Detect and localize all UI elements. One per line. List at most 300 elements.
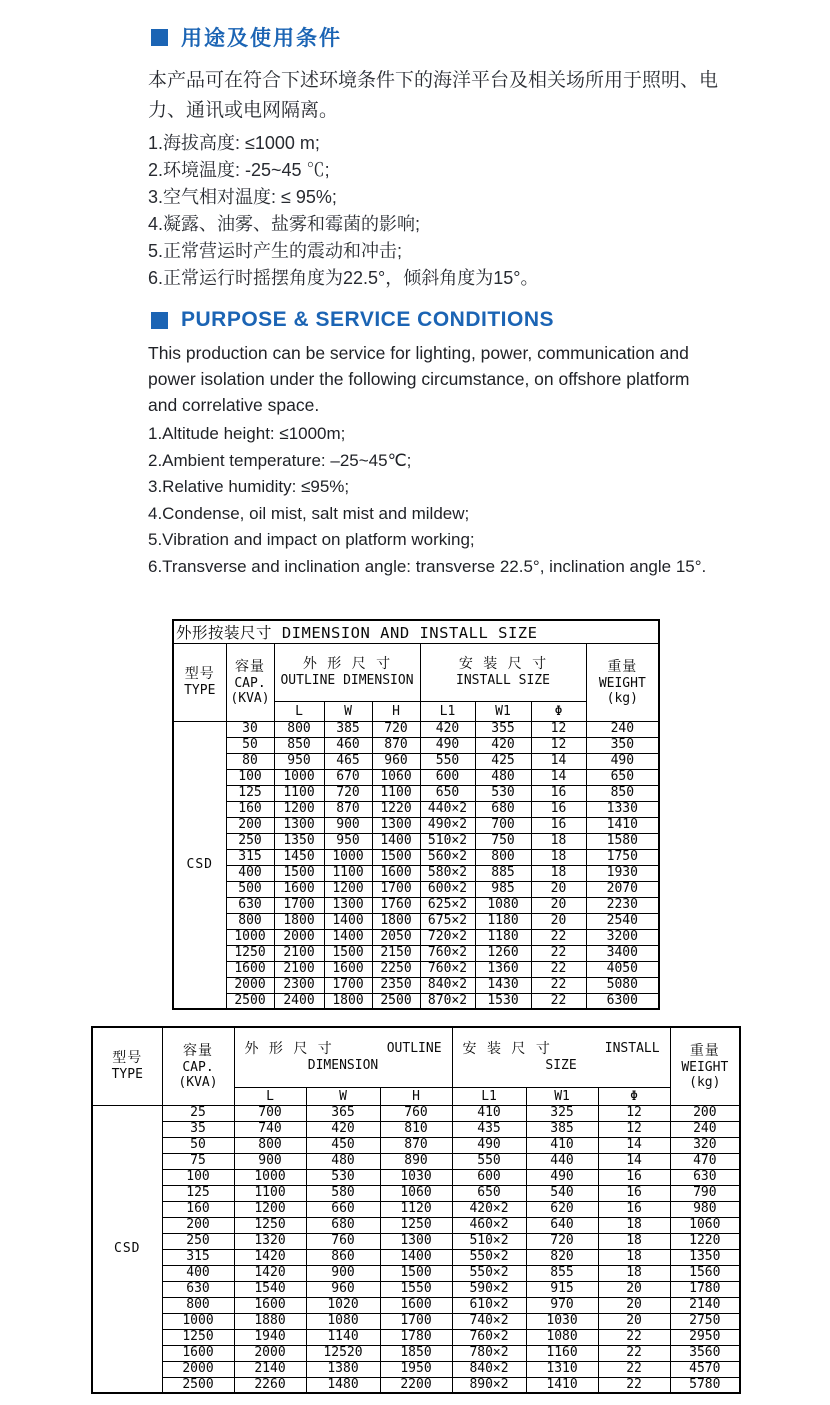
table-cell: 1250: [234, 1217, 306, 1233]
table-cell: 1080: [526, 1329, 598, 1345]
table-cell: 20: [531, 897, 586, 913]
table-cell: 580: [306, 1185, 380, 1201]
table-cell: 820: [526, 1249, 598, 1265]
table-cell: 1020: [306, 1297, 380, 1313]
table-cell: 2000: [234, 1345, 306, 1361]
col-header-install: 安 装 尺 寸 INSTALL SIZE: [420, 643, 586, 701]
table-cell: 2140: [234, 1361, 306, 1377]
table-cell: 1200: [234, 1201, 306, 1217]
table-cell: 325: [526, 1105, 598, 1121]
list-item: 6.正常运行时摇摆角度为22.5°，倾斜角度为15°。: [148, 268, 539, 288]
subcol-L1: L1: [420, 701, 475, 721]
list-item: 5.正常营运时产生的震动和冲击;: [148, 241, 403, 261]
table-cell: 20: [531, 913, 586, 929]
table-cell: 1530: [475, 993, 531, 1009]
table-cell: 4570: [670, 1361, 740, 1377]
table-cell: 12: [531, 737, 586, 753]
cn-section-heading: [148, 22, 830, 52]
table-cell: 900: [324, 817, 372, 833]
table-row: [173, 737, 659, 753]
table-cell: 315: [162, 1249, 234, 1265]
table-cell: 22: [531, 945, 586, 961]
table-cell: 1220: [670, 1233, 740, 1249]
table-cell: 1600: [234, 1297, 306, 1313]
table-cell: 870: [324, 801, 372, 817]
table-cell: 100: [162, 1169, 234, 1185]
table-cell: 125: [226, 785, 274, 801]
col-header-outline: 外 形 尺 寸 OUTLINE DIMENSION: [274, 643, 420, 701]
subcol-L: L: [274, 701, 324, 721]
table-cell: 420×2: [452, 1201, 526, 1217]
table-cell: 1940: [234, 1329, 306, 1345]
table-cell: 4050: [586, 961, 659, 977]
table-row: [92, 1313, 740, 1329]
table-cell: 1250: [162, 1329, 234, 1345]
table-cell: 465: [324, 753, 372, 769]
table-cell: 2000: [274, 929, 324, 945]
table-cell: 160: [162, 1201, 234, 1217]
table-cell: 885: [475, 865, 531, 881]
table-cell: 22: [531, 961, 586, 977]
table-cell: 855: [526, 1265, 598, 1281]
table-cell: 550×2: [452, 1249, 526, 1265]
table-cell: 720: [526, 1233, 598, 1249]
table-cell: 18: [531, 849, 586, 865]
table-cell: 2000: [226, 977, 274, 993]
table-cell: 760×2: [420, 945, 475, 961]
table-cell: 14: [531, 769, 586, 785]
table-cell: 14: [598, 1153, 670, 1169]
col-header-weight: 重量 WEIGHT (kg): [586, 643, 659, 721]
table-cell: 490: [420, 737, 475, 753]
table-cell: 2000: [162, 1361, 234, 1377]
table-cell: 675×2: [420, 913, 475, 929]
table-cell: 630: [670, 1169, 740, 1185]
table-cell: 680: [475, 801, 531, 817]
table-cell: 5080: [586, 977, 659, 993]
table-cell: 1250: [226, 945, 274, 961]
table-cell: 400: [226, 865, 274, 881]
table-cell: 1400: [372, 833, 420, 849]
list-item: 3.空气相对温度: ≤ 95%;: [148, 187, 337, 207]
table-cell: 1500: [372, 849, 420, 865]
table-cell: 1000: [324, 849, 372, 865]
table-cell: 1760: [372, 897, 420, 913]
table-cell: 410: [452, 1105, 526, 1121]
table-cell: 18: [531, 833, 586, 849]
table-cell: 1310: [526, 1361, 598, 1377]
type-value-cell: CSD: [92, 1105, 162, 1393]
table-cell: 435: [452, 1121, 526, 1137]
table-cell: 670: [324, 769, 372, 785]
table-cell: 200: [670, 1105, 740, 1121]
table-cell: 680: [306, 1217, 380, 1233]
table-row: [92, 1329, 740, 1345]
table-cell: 600: [452, 1169, 526, 1185]
table-cell: 870×2: [420, 993, 475, 1009]
table-cell: 12: [598, 1121, 670, 1137]
table-cell: 1200: [274, 801, 324, 817]
table-cell: 355: [475, 721, 531, 737]
table-cell: 800: [234, 1137, 306, 1153]
table-cell: 1060: [670, 1217, 740, 1233]
table-cell: 365: [306, 1105, 380, 1121]
table-row: [92, 1249, 740, 1265]
table-cell: 1420: [234, 1265, 306, 1281]
table-cell: 700: [475, 817, 531, 833]
table-row: [92, 1345, 740, 1361]
cn-condition-list: [148, 130, 830, 292]
table-cell: 460×2: [452, 1217, 526, 1233]
table-cell: 1700: [380, 1313, 452, 1329]
table-cell: 100: [226, 769, 274, 785]
table-cell: 385: [324, 721, 372, 737]
table-cell: 960: [372, 753, 420, 769]
table-cell: 800: [274, 721, 324, 737]
table-cell: 14: [598, 1137, 670, 1153]
table-cell: 720×2: [420, 929, 475, 945]
table-cell: 14: [531, 753, 586, 769]
table-cell: 425: [475, 753, 531, 769]
table-cell: 720: [372, 721, 420, 737]
table-cell: 16: [598, 1201, 670, 1217]
table-cell: 1300: [324, 897, 372, 913]
table-cell: 780×2: [452, 1345, 526, 1361]
table-row: [92, 1297, 740, 1313]
table-row: [173, 785, 659, 801]
table-cell: 750: [475, 833, 531, 849]
list-item: 2.Ambient temperature: –25~45℃;: [148, 450, 412, 470]
table-cell: 720: [324, 785, 372, 801]
table-cell: 530: [475, 785, 531, 801]
table-row: [173, 897, 659, 913]
table-cell: 760×2: [420, 961, 475, 977]
table-cell: 1500: [324, 945, 372, 961]
table-cell: 870: [380, 1137, 452, 1153]
table-cell: 740×2: [452, 1313, 526, 1329]
en-paragraph: This production can be service for lighting, power, communication and power isolation under the following circumstance, on offshore platform and correlative space.: [148, 343, 690, 415]
table-cell: 1700: [372, 881, 420, 897]
table-cell: 16: [531, 785, 586, 801]
table-cell: 240: [670, 1121, 740, 1137]
square-bullet-icon: [151, 29, 168, 46]
table-cell: 550: [452, 1153, 526, 1169]
table-cell: 1600: [162, 1345, 234, 1361]
table-cell: 1080: [475, 897, 531, 913]
table-cell: 800: [475, 849, 531, 865]
table-cell: 1260: [475, 945, 531, 961]
table-cell: 2540: [586, 913, 659, 929]
table-row: [173, 817, 659, 833]
table-cell: 2750: [670, 1313, 740, 1329]
table-cell: 900: [234, 1153, 306, 1169]
table-cell: 620: [526, 1201, 598, 1217]
table-cell: 915: [526, 1281, 598, 1297]
table-cell: 1160: [526, 1345, 598, 1361]
table-cell: 490: [452, 1137, 526, 1153]
table-cell: 1400: [324, 913, 372, 929]
table-cell: 2100: [274, 961, 324, 977]
table-row: [92, 1137, 740, 1153]
table-cell: 2230: [586, 897, 659, 913]
table-cell: 1080: [306, 1313, 380, 1329]
table-cell: 12: [531, 721, 586, 737]
table-cell: 420: [420, 721, 475, 737]
list-item: 6.Transverse and inclination angle: transverse 22.5°, inclination angle 15°.: [148, 556, 707, 576]
table-cell: 890: [380, 1153, 452, 1169]
table-cell: 3400: [586, 945, 659, 961]
table-cell: 800: [226, 913, 274, 929]
dimension-table-2: [91, 1026, 741, 1394]
table-cell: 1430: [475, 977, 531, 993]
table-cell: 2260: [234, 1377, 306, 1393]
col-header-type: 型号 TYPE: [173, 643, 226, 721]
list-item: 5.Vibration and impact on platform working;: [148, 530, 475, 550]
table-cell: 2070: [586, 881, 659, 897]
table-cell: 1600: [274, 881, 324, 897]
table-cell: 1550: [380, 1281, 452, 1297]
table-cell: 1350: [670, 1249, 740, 1265]
table-cell: 20: [598, 1297, 670, 1313]
table-cell: 1000: [274, 769, 324, 785]
table-cell: 1480: [306, 1377, 380, 1393]
table-cell: 840×2: [452, 1361, 526, 1377]
dimension-table-1: [172, 619, 660, 1011]
table-cell: 650: [452, 1185, 526, 1201]
table-row: [92, 1281, 740, 1297]
subcol-W1: W1: [475, 701, 531, 721]
table-cell: 1180: [475, 929, 531, 945]
table-cell: 22: [598, 1361, 670, 1377]
table-cell: 75: [162, 1153, 234, 1169]
table-cell: 2500: [372, 993, 420, 1009]
table-cell: 970: [526, 1297, 598, 1313]
table-cell: 80: [226, 753, 274, 769]
table-cell: 790: [670, 1185, 740, 1201]
table-cell: 16: [531, 801, 586, 817]
table-cell: 2350: [372, 977, 420, 993]
table-cell: 980: [670, 1201, 740, 1217]
table-cell: 450: [306, 1137, 380, 1153]
table-cell: 1800: [324, 993, 372, 1009]
table-cell: 200: [162, 1217, 234, 1233]
table-cell: 1450: [274, 849, 324, 865]
table-row: [173, 993, 659, 1009]
table-cell: 420: [475, 737, 531, 753]
table-cell: 1420: [234, 1249, 306, 1265]
table-cell: 22: [531, 929, 586, 945]
table-cell: 400: [162, 1265, 234, 1281]
table-cell: 490: [526, 1169, 598, 1185]
table-cell: 50: [226, 737, 274, 753]
subcol-phi: Φ: [531, 701, 586, 721]
table-cell: 530: [306, 1169, 380, 1185]
list-item: 4.Condense, oil mist, salt mist and mildew;: [148, 503, 470, 523]
cn-section-title: 用途及使用条件: [181, 27, 342, 50]
table-cell: 1100: [234, 1185, 306, 1201]
table-cell: 2250: [372, 961, 420, 977]
table-cell: 1140: [306, 1329, 380, 1345]
table-cell: 1780: [670, 1281, 740, 1297]
table-cell: 250: [226, 833, 274, 849]
col-header-install: 安 装 尺 寸 INSTALL SIZE: [452, 1027, 670, 1087]
table-cell: 22: [598, 1329, 670, 1345]
table-cell: 1330: [586, 801, 659, 817]
table-cell: 1800: [274, 913, 324, 929]
table-cell: 1410: [586, 817, 659, 833]
table-row: [92, 1185, 740, 1201]
col-header-outline: 外 形 尺 寸 OUTLINE DIMENSION: [234, 1027, 452, 1087]
col-header-capacity: 容量 CAP. (KVA): [162, 1027, 234, 1105]
table-row: [173, 913, 659, 929]
subcol-L: L: [234, 1087, 306, 1105]
table-cell: 1250: [380, 1217, 452, 1233]
subcol-H: H: [372, 701, 420, 721]
table-cell: 1750: [586, 849, 659, 865]
table-cell: 1200: [324, 881, 372, 897]
table-cell: 470: [670, 1153, 740, 1169]
cn-paragraph: 本产品可在符合下述环境条件下的海洋平台及相关场所用于照明、电力、通讯或电网隔离。: [148, 70, 719, 121]
table-cell: 860: [306, 1249, 380, 1265]
table-cell: 1360: [475, 961, 531, 977]
table-cell: 20: [598, 1281, 670, 1297]
table-cell: 2500: [162, 1377, 234, 1393]
table-cell: 840×2: [420, 977, 475, 993]
table-cell: 1300: [372, 817, 420, 833]
table-cell: 650: [586, 769, 659, 785]
table-cell: 2300: [274, 977, 324, 993]
table-cell: 550: [420, 753, 475, 769]
table-cell: 740: [234, 1121, 306, 1137]
table-cell: 1600: [226, 961, 274, 977]
table-cell: 22: [598, 1345, 670, 1361]
table-cell: 810: [380, 1121, 452, 1137]
table-cell: 22: [598, 1377, 670, 1393]
table-cell: 960: [306, 1281, 380, 1297]
table-cell: 1060: [372, 769, 420, 785]
table-cell: 25: [162, 1105, 234, 1121]
table-row: [173, 929, 659, 945]
table-cell: 1350: [274, 833, 324, 849]
en-condition-list: [148, 421, 830, 581]
table-cell: 50: [162, 1137, 234, 1153]
table-cell: 700: [234, 1105, 306, 1121]
table-cell: 20: [598, 1313, 670, 1329]
table-cell: 2200: [380, 1377, 452, 1393]
table-cell: 985: [475, 881, 531, 897]
subcol-L1: L1: [452, 1087, 526, 1105]
table-row: [173, 977, 659, 993]
table-cell: 1300: [274, 817, 324, 833]
table-cell: 16: [531, 817, 586, 833]
table-row: [92, 1377, 740, 1393]
table-cell: 250: [162, 1233, 234, 1249]
table-cell: 610×2: [452, 1297, 526, 1313]
table-cell: 18: [598, 1233, 670, 1249]
table-cell: 2500: [226, 993, 274, 1009]
table-cell: 35: [162, 1121, 234, 1137]
table-row: [173, 849, 659, 865]
table-cell: 490×2: [420, 817, 475, 833]
list-item: 1.海拔高度: ≤1000 m;: [148, 133, 320, 153]
table-cell: 1060: [380, 1185, 452, 1201]
table-cell: 480: [306, 1153, 380, 1169]
table-cell: 625×2: [420, 897, 475, 913]
table-cell: 500: [226, 881, 274, 897]
table-cell: 1600: [380, 1297, 452, 1313]
table-cell: 1800: [372, 913, 420, 929]
table-row: [173, 801, 659, 817]
table-cell: 1580: [586, 833, 659, 849]
list-item: 4.凝露、油雾、盐雾和霉菌的影响;: [148, 214, 421, 234]
table-cell: 660: [306, 1201, 380, 1217]
table-cell: 420: [306, 1121, 380, 1137]
table-cell: 18: [598, 1217, 670, 1233]
table-cell: 510×2: [452, 1233, 526, 1249]
table-cell: 1540: [234, 1281, 306, 1297]
subcol-W: W: [324, 701, 372, 721]
en-section-heading: [148, 308, 830, 332]
table-cell: 125: [162, 1185, 234, 1201]
table-cell: 2050: [372, 929, 420, 945]
list-item: 3.Relative humidity: ≤95%;: [148, 477, 350, 497]
table-cell: 1850: [380, 1345, 452, 1361]
table-cell: 1000: [162, 1313, 234, 1329]
table-row: [173, 721, 659, 737]
table-row: [173, 753, 659, 769]
table-cell: 22: [531, 977, 586, 993]
table-cell: 890×2: [452, 1377, 526, 1393]
table-cell: 1880: [234, 1313, 306, 1329]
list-item: 1.Altitude height: ≤1000m;: [148, 424, 346, 443]
table-cell: 630: [162, 1281, 234, 1297]
table-cell: 640: [526, 1217, 598, 1233]
table-cell: 850: [586, 785, 659, 801]
square-bullet-icon: [151, 312, 168, 329]
table-cell: 20: [531, 881, 586, 897]
table-cell: 630: [226, 897, 274, 913]
table-cell: 1320: [234, 1233, 306, 1249]
table-cell: 18: [531, 865, 586, 881]
table-cell: 22: [531, 993, 586, 1009]
table-cell: 870: [372, 737, 420, 753]
table-cell: 385: [526, 1121, 598, 1137]
table-cell: 1300: [380, 1233, 452, 1249]
table-cell: 1700: [324, 977, 372, 993]
table-cell: 490: [586, 753, 659, 769]
table-cell: 1030: [380, 1169, 452, 1185]
table-cell: 560×2: [420, 849, 475, 865]
table-cell: 460: [324, 737, 372, 753]
table-cell: 1780: [380, 1329, 452, 1345]
table-cell: 1220: [372, 801, 420, 817]
table-row: [92, 1121, 740, 1137]
table-row: [173, 881, 659, 897]
table-cell: 440: [526, 1153, 598, 1169]
table-cell: 12520: [306, 1345, 380, 1361]
table-cell: 580×2: [420, 865, 475, 881]
page-content: [0, 0, 830, 581]
table-cell: 1600: [324, 961, 372, 977]
subcol-W: W: [306, 1087, 380, 1105]
table-cell: 1400: [324, 929, 372, 945]
table-cell: 510×2: [420, 833, 475, 849]
table-cell: 1560: [670, 1265, 740, 1281]
table-row: [173, 769, 659, 785]
en-section-title: PURPOSE & SERVICE CONDITIONS: [181, 308, 555, 331]
table-cell: 1700: [274, 897, 324, 913]
table-cell: 1500: [274, 865, 324, 881]
